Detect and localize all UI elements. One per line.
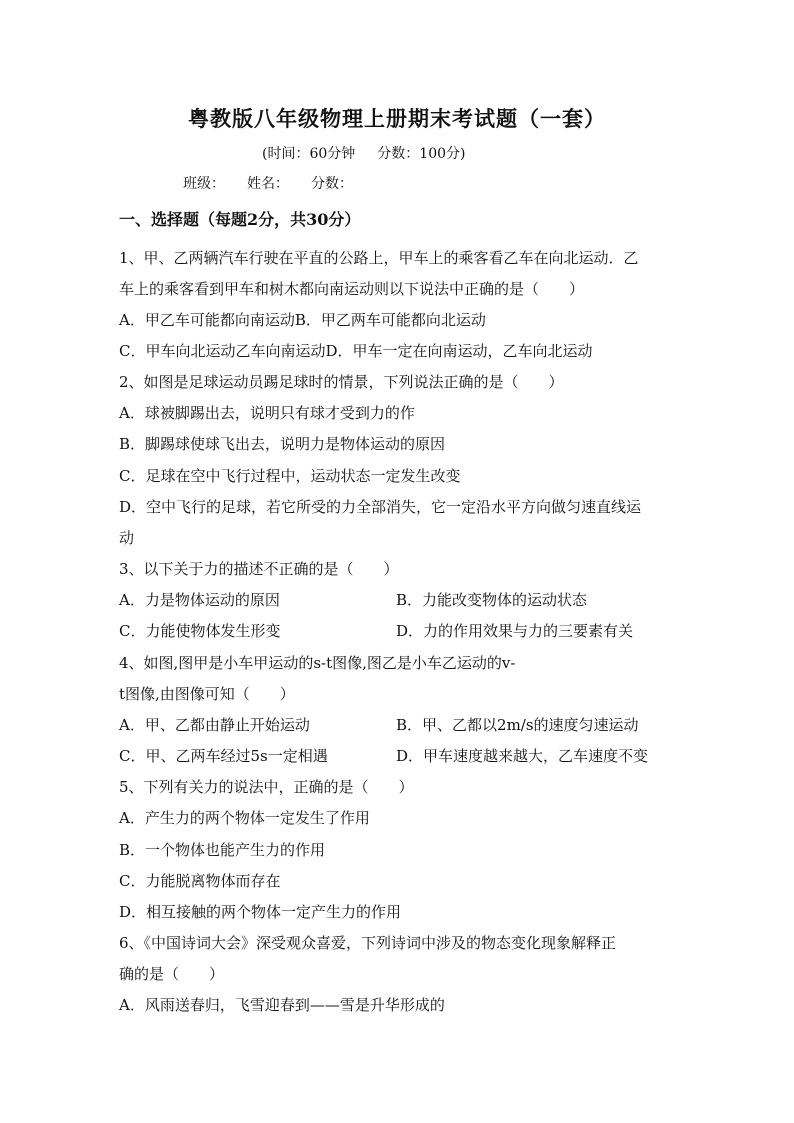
q2-option-a: A．球被脚踢出去，说明只有球才受到力的作 xyxy=(119,404,415,422)
q1-options-cd: C．甲车向北运动乙车向南运动D．甲车一定在向南运动，乙车向北运动 xyxy=(119,342,593,360)
q4-stem-line1: 4、如图,图甲是小车甲运动的s-t图像,图乙是小车乙运动的v- xyxy=(119,654,516,672)
q2-option-c: C．足球在空中飞行过程中，运动状态一定发生改变 xyxy=(119,467,461,485)
class-label: 班级： xyxy=(183,176,225,192)
section-heading: 一、选择题（每题2分，共30分） xyxy=(119,210,361,229)
q4-stem-line2: t图像,由图像可知（ ） xyxy=(119,685,295,703)
q5-stem: 5、下列有关力的说法中，正确的是（ ） xyxy=(119,778,414,796)
q3-option-c: C．力能使物体发生形变 xyxy=(119,622,281,640)
q4-option-a: A．甲、乙都由静止开始运动 xyxy=(119,716,310,734)
q3-option-b: B．力能改变物体的运动状态 xyxy=(396,591,588,609)
q5-option-c: C．力能脱离物体而存在 xyxy=(119,872,281,890)
q1-stem-line2: 车上的乘客看到甲车和树木都向南运动则以下说法中正确的是（ ） xyxy=(119,280,585,298)
q2-option-d-line2: 动 xyxy=(119,529,135,547)
student-info xyxy=(183,174,375,194)
q2-stem: 2、如图是足球运动员踢足球时的情景，下列说法正确的是（ ） xyxy=(119,373,564,391)
q6-stem-line1: 6、《中国诗词大会》深受观众喜爱，下列诗词中涉及的物态变化现象解释正 xyxy=(119,934,617,952)
q5-option-b: B．一个物体也能产生力的作用 xyxy=(119,841,326,859)
q3-option-a: A．力是物体运动的原因 xyxy=(119,591,280,609)
q6-stem-line2: 确的是（ ） xyxy=(119,965,225,983)
q3-option-d: D．力的作用效果与力的三要素有关 xyxy=(396,622,634,640)
time-info: (时间：60分钟 xyxy=(262,146,356,162)
score-info: 分数：100分) xyxy=(377,146,466,162)
q2-option-d-line1: D．空中飞行的足球，若它所受的力全部消失，它一定沿水平方向做匀速直线运 xyxy=(119,498,642,516)
name-label: 姓名： xyxy=(247,176,289,192)
exam-info xyxy=(262,144,465,164)
q4-option-c: C．甲、乙两车经过5s一定相遇 xyxy=(119,747,328,765)
q1-stem-line1: 1、甲、乙两辆汽车行驶在平直的公路上，甲车上的乘客看乙车在向北运动．乙 xyxy=(119,249,639,267)
q4-option-b: B．甲、乙都以2m/s的速度匀速运动 xyxy=(396,716,639,734)
q2-option-b: B．脚踢球使球飞出去，说明力是物体运动的原因 xyxy=(119,435,446,453)
q6-option-a: A．风雨送春归，飞雪迎春到——雪是升华形成的 xyxy=(119,996,445,1014)
page-title: 粤教版八年级物理上册期末考试题（一套） xyxy=(188,106,606,131)
q5-option-a: A．产生力的两个物体一定发生了作用 xyxy=(119,809,370,827)
q3-stem: 3、以下关于力的描述不正确的是（ ） xyxy=(119,560,399,578)
q4-option-d: D．甲车速度越来越大，乙车速度不变 xyxy=(396,747,649,765)
q5-option-d: D．相互接触的两个物体一定产生力的作用 xyxy=(119,903,402,921)
q1-options-ab: A．甲乙车可能都向南运动B．甲乙两车可能都向北运动 xyxy=(119,311,486,329)
points-label: 分数： xyxy=(311,176,353,192)
